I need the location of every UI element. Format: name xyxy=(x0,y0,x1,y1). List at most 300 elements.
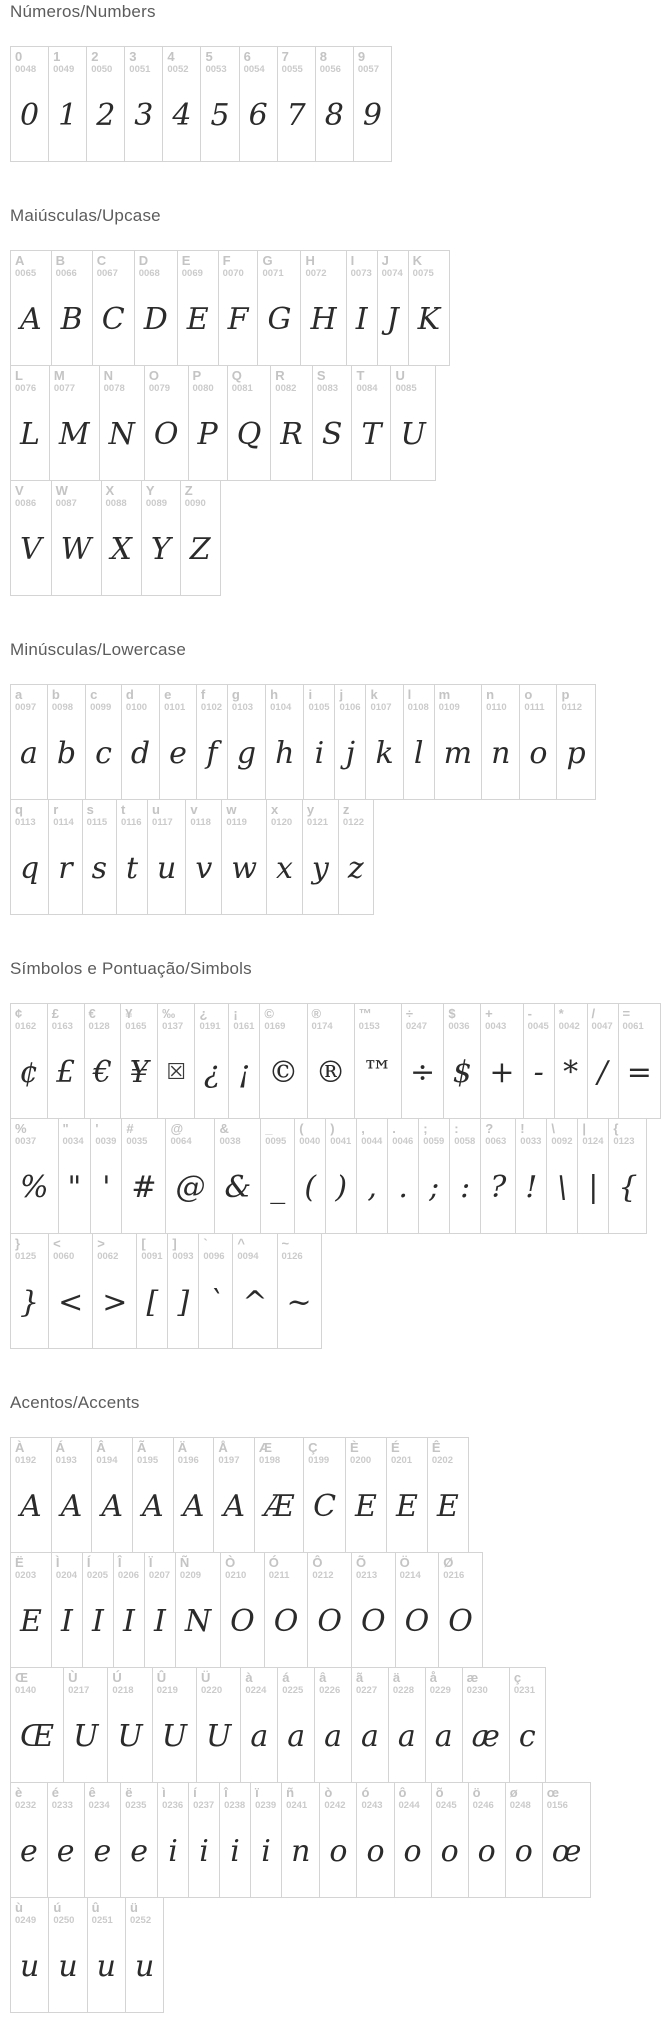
glyph-cell-code: 0218 xyxy=(112,1684,134,1696)
glyph-cell-code: 0072 xyxy=(305,267,327,279)
glyph-cell-code: 0055 xyxy=(281,63,303,75)
glyph-cell-code: 0039 xyxy=(95,1135,117,1147)
glyph-cell-label: 8 xyxy=(319,49,327,64)
glyph-cell xyxy=(351,1667,389,1783)
glyph-cell-label: X xyxy=(105,483,115,498)
glyph-preview: c xyxy=(95,735,112,771)
glyph-cell-label: Ø xyxy=(443,1555,454,1570)
glyph-cell-label: r xyxy=(53,802,59,817)
glyph-preview: u xyxy=(58,1948,78,1984)
glyph-cell-code: 0234 xyxy=(88,1799,110,1811)
glyph-cell-label: u xyxy=(152,802,160,817)
glyph-preview: u xyxy=(20,1948,40,1984)
glyph-cell xyxy=(307,1552,352,1668)
glyph-cell-code: 0045 xyxy=(527,1020,549,1032)
glyph-cell-label: ê xyxy=(88,1785,96,1800)
glyph-cell-code: 0161 xyxy=(233,1020,255,1032)
section-upcase xyxy=(10,206,661,596)
glyph-preview: < xyxy=(58,1284,84,1320)
glyph-cell-code: 0247 xyxy=(405,1020,427,1032)
glyph-cell-code: 0209 xyxy=(179,1569,202,1581)
glyph-cell-label: ú xyxy=(53,1900,62,1915)
glyph-preview: R xyxy=(280,416,303,452)
glyph-cell-code: 0097 xyxy=(15,701,37,713)
glyph-cell-label: t xyxy=(120,802,126,817)
glyph-cell-label: w xyxy=(226,802,237,817)
glyph-cell-code: 0037 xyxy=(15,1135,37,1147)
glyph-preview: O xyxy=(360,1603,386,1639)
glyph-cell xyxy=(91,1437,133,1553)
glyph-preview: j xyxy=(345,735,356,771)
glyph-cell-label: ç xyxy=(513,1670,522,1685)
glyph-cell xyxy=(587,1003,619,1119)
glyph-preview: p xyxy=(566,735,586,771)
glyph-preview: A xyxy=(60,1488,83,1524)
glyph-cell-code: 0248 xyxy=(509,1799,531,1811)
glyph-cell-code: 0102 xyxy=(200,701,223,713)
glyph-cell-code: 0098 xyxy=(51,701,74,713)
glyph-cell xyxy=(408,250,450,366)
glyph-cell xyxy=(175,1552,221,1668)
glyph-cell xyxy=(227,365,272,481)
glyph-cell xyxy=(162,46,201,162)
glyph-cell-label: ¢ xyxy=(15,1006,23,1021)
glyph-cell xyxy=(270,365,313,481)
glyph-cell xyxy=(221,799,267,915)
glyph-cell xyxy=(177,250,219,366)
glyph-cell-label: á xyxy=(282,1670,290,1685)
glyph-cell-code: 0057 xyxy=(357,63,379,75)
glyph-preview: U xyxy=(400,416,426,452)
glyph-cell-label: Û xyxy=(156,1670,167,1685)
glyph-cell-code: 0042 xyxy=(558,1020,580,1032)
glyph-cell-label: | xyxy=(582,1121,586,1136)
glyph-cell-code: 0065 xyxy=(15,267,37,279)
glyph-cell-code: 0081 xyxy=(231,382,253,394)
glyph-cell xyxy=(509,1667,546,1783)
glyph-cell-label: Ü xyxy=(201,1670,211,1685)
glyph-cell-label: Ê xyxy=(431,1440,441,1455)
glyph-cell-label: \ xyxy=(551,1121,555,1136)
glyph-cell xyxy=(302,799,339,915)
glyph-preview: ¢ xyxy=(19,1054,39,1090)
glyph-preview: > xyxy=(102,1284,128,1320)
glyph-cell-code: 0053 xyxy=(205,63,227,75)
glyph-cell-code: 0069 xyxy=(181,267,203,279)
glyph-cell-label: Ï xyxy=(148,1555,153,1570)
glyph-cell xyxy=(167,1233,199,1349)
glyph-cell-label: H xyxy=(305,253,315,268)
glyph-cell xyxy=(250,1782,282,1898)
glyph-cell xyxy=(10,480,52,596)
glyph-preview: b xyxy=(56,735,77,771)
glyph-cell-code: 0249 xyxy=(15,1914,37,1926)
glyph-cell xyxy=(196,1667,241,1783)
glyph-cell-code: 0210 xyxy=(225,1569,247,1581)
glyph-cell-label: â xyxy=(319,1670,327,1685)
glyph-cell-label: ø xyxy=(509,1785,518,1800)
glyph-cell-code: 0050 xyxy=(91,63,113,75)
glyph-cell-code: 0243 xyxy=(361,1799,383,1811)
glyph-cell-code: 0068 xyxy=(138,267,160,279)
glyph-cell-code: 0231 xyxy=(513,1684,535,1696)
glyph-cell-label: f xyxy=(200,687,206,702)
glyph-cell xyxy=(307,1003,355,1119)
glyph-cell-code: 0046 xyxy=(392,1135,414,1147)
glyph-cell-code: 0128 xyxy=(88,1020,110,1032)
section-accents xyxy=(10,1393,661,2013)
glyph-cell-code: 0078 xyxy=(103,382,125,394)
glyph-cell xyxy=(47,1003,85,1119)
glyph-cell-code: 0233 xyxy=(51,1799,73,1811)
glyph-preview: O xyxy=(317,1603,342,1639)
glyph-cell xyxy=(152,1667,197,1783)
glyph-cell-code: 0156 xyxy=(546,1799,568,1811)
glyph-preview: C xyxy=(313,1488,337,1524)
glyph-preview: i xyxy=(261,1833,271,1869)
glyph-preview: ¥ xyxy=(129,1054,149,1090)
glyph-cell-label: s xyxy=(86,802,94,817)
glyph-preview: H xyxy=(310,301,337,337)
glyph-cell-label: 3 xyxy=(129,49,137,64)
section-lowercase xyxy=(10,640,661,915)
glyph-preview: I xyxy=(60,1603,73,1639)
section-title: Números/Numbers xyxy=(10,2,156,21)
glyph-cell-code: 0214 xyxy=(399,1569,421,1581)
glyph-cell xyxy=(390,365,435,481)
font-character-map xyxy=(10,2,661,2013)
glyph-cell xyxy=(351,365,391,481)
glyph-cell-code: 0194 xyxy=(96,1454,118,1466)
glyph-cell xyxy=(47,684,86,800)
glyph-cell-code: 0096 xyxy=(203,1250,225,1262)
glyph-cell-label: ® xyxy=(311,1006,322,1021)
glyph-cell-label: * xyxy=(558,1006,564,1021)
glyph-cell-label: d xyxy=(125,687,134,702)
glyph-cell-label: o xyxy=(524,687,533,702)
glyph-cell-label: & xyxy=(219,1121,229,1136)
glyph-cell-code: 0217 xyxy=(68,1684,90,1696)
glyph-cell-code: 0060 xyxy=(53,1250,75,1262)
glyph-cell xyxy=(259,1003,307,1119)
glyph-cell-label: € xyxy=(88,1006,96,1021)
glyph-cell-label: Î xyxy=(117,1555,122,1570)
glyph-cell-label: x xyxy=(271,802,279,817)
glyph-cell-label: Ö xyxy=(399,1555,410,1570)
glyph-cell xyxy=(556,684,595,800)
glyph-cell-label: p xyxy=(561,687,570,702)
glyph-cell xyxy=(388,1667,426,1783)
glyph-preview: g xyxy=(236,735,257,771)
glyph-cell-label: ; xyxy=(423,1121,428,1136)
glyph-cell xyxy=(394,1782,432,1898)
glyph-cell-label: S xyxy=(316,368,326,383)
glyph-cell-code: 0070 xyxy=(222,267,244,279)
glyph-cell-code: 0203 xyxy=(15,1569,37,1581)
glyph-preview: * xyxy=(563,1054,579,1090)
glyph-cell-label: > xyxy=(97,1236,105,1251)
glyph-cell xyxy=(523,1003,555,1119)
glyph-cell-code: 0235 xyxy=(125,1799,147,1811)
glyph-preview: Q xyxy=(236,416,262,452)
glyph-preview: B xyxy=(60,301,83,337)
glyph-cell-code: 0220 xyxy=(201,1684,223,1696)
glyph-preview: I xyxy=(355,301,368,337)
glyph-cell xyxy=(147,799,186,915)
glyph-cell-code: 0080 xyxy=(192,382,214,394)
glyph-cell xyxy=(10,250,52,366)
glyph-preview: A xyxy=(20,301,42,337)
glyph-cell-code: 0043 xyxy=(485,1020,507,1032)
glyph-cell xyxy=(86,46,125,162)
glyph-preview: E xyxy=(20,1603,42,1639)
glyph-cell xyxy=(51,1437,93,1553)
glyph-preview: i xyxy=(314,735,325,771)
glyph-cell xyxy=(10,365,50,481)
missing-glyph-preview: ☒ xyxy=(166,1059,187,1085)
glyph-cell xyxy=(218,250,259,366)
glyph-preview: 0 xyxy=(20,97,40,133)
glyph-cell-code: 0087 xyxy=(55,497,77,509)
glyph-cell xyxy=(345,1437,387,1553)
glyph-row xyxy=(10,1552,661,1668)
glyph-cell-label: M xyxy=(53,368,65,383)
glyph-preview: ? xyxy=(490,1169,507,1205)
glyph-cell-label: U xyxy=(395,368,405,383)
glyph-cell-label: ô xyxy=(398,1785,407,1800)
glyph-cell-label: ] xyxy=(172,1236,177,1251)
glyph-cell-label: O xyxy=(148,368,160,383)
glyph-cell xyxy=(468,1782,506,1898)
glyph-cell-label: É xyxy=(390,1440,400,1455)
section-symbols xyxy=(10,959,661,1349)
glyph-cell xyxy=(92,250,135,366)
glyph-cell xyxy=(254,1437,304,1553)
glyph-cell xyxy=(84,1003,122,1119)
glyph-cell-label: h xyxy=(270,687,279,702)
glyph-cell-label: ù xyxy=(15,1900,23,1915)
glyph-cell-code: 0107 xyxy=(370,701,392,713)
glyph-cell-label: ) xyxy=(330,1121,335,1136)
glyph-cell-label: V xyxy=(15,483,24,498)
glyph-preview: o xyxy=(366,1833,385,1869)
glyph-cell-code: 0086 xyxy=(15,497,37,509)
glyph-row xyxy=(10,1437,661,1553)
glyph-cell xyxy=(144,365,189,481)
glyph-cell-code: 0112 xyxy=(561,701,583,713)
glyph-cell-label: Ô xyxy=(312,1555,323,1570)
glyph-cell xyxy=(157,1782,189,1898)
glyph-preview: % xyxy=(20,1169,49,1205)
glyph-cell-label: W xyxy=(55,483,68,498)
glyph-cell xyxy=(200,46,239,162)
glyph-cell-label: ö xyxy=(472,1785,481,1800)
glyph-cell-code: 0246 xyxy=(472,1799,494,1811)
glyph-cell-label: R xyxy=(275,368,285,383)
glyph-cell-label: ï xyxy=(255,1785,259,1800)
glyph-cell xyxy=(165,1118,215,1234)
glyph-preview: ; xyxy=(429,1169,440,1205)
section-title: Símbolos e Pontuação/Simbols xyxy=(10,959,252,978)
glyph-cell-label: K xyxy=(412,253,423,268)
glyph-cell xyxy=(481,684,520,800)
glyph-preview: f xyxy=(206,735,218,771)
glyph-cell-code: 0100 xyxy=(125,701,148,713)
glyph-cell-code: 0059 xyxy=(423,1135,445,1147)
glyph-cell-label: D xyxy=(138,253,149,268)
glyph-preview: N xyxy=(108,416,135,452)
glyph-cell-code: 0071 xyxy=(262,267,284,279)
glyph-cell-code: 0126 xyxy=(281,1250,303,1262)
glyph-cell xyxy=(198,1233,233,1349)
glyph-cell-label: c xyxy=(90,687,98,702)
glyph-cell-code: 0251 xyxy=(91,1914,113,1926)
glyph-cell xyxy=(144,1552,176,1668)
glyph-preview: U xyxy=(117,1718,143,1754)
glyph-cell xyxy=(277,1667,315,1783)
glyph-cell xyxy=(49,365,100,481)
glyph-cell xyxy=(351,1552,396,1668)
glyph-cell-label: Õ xyxy=(355,1555,367,1570)
glyph-cell-code: 0116 xyxy=(120,816,142,828)
glyph-cell-code: 0093 xyxy=(172,1250,194,1262)
glyph-cell-code: 0109 xyxy=(438,701,460,713)
glyph-cell-label: G xyxy=(262,253,273,268)
glyph-preview: O xyxy=(448,1603,473,1639)
glyph-cell xyxy=(99,365,145,481)
glyph-cell xyxy=(353,46,392,162)
glyph-preview: a xyxy=(20,735,38,771)
glyph-cell xyxy=(515,1118,547,1234)
glyph-cell xyxy=(159,684,197,800)
glyph-cell-code: 0035 xyxy=(126,1135,148,1147)
glyph-cell xyxy=(438,1552,483,1668)
glyph-cell-code: 0250 xyxy=(53,1914,75,1926)
glyph-cell-label: à xyxy=(245,1670,253,1685)
glyph-cell xyxy=(281,1782,320,1898)
glyph-cell-label: $ xyxy=(448,1006,456,1021)
glyph-cell xyxy=(196,684,228,800)
glyph-preview: - xyxy=(533,1054,544,1090)
glyph-cell-code: 0085 xyxy=(395,382,417,394)
glyph-preview: A xyxy=(223,1488,246,1524)
glyph-cell xyxy=(120,1782,158,1898)
glyph-cell xyxy=(443,1003,481,1119)
glyph-cell xyxy=(10,1667,64,1783)
glyph-preview: F xyxy=(227,301,249,337)
glyph-cell-label: I xyxy=(350,253,355,268)
glyph-cell-code: 0207 xyxy=(148,1569,171,1581)
glyph-preview: o xyxy=(477,1833,496,1869)
glyph-cell-code: 0052 xyxy=(167,63,189,75)
glyph-cell-label: % xyxy=(15,1121,27,1136)
glyph-cell-code: 0058 xyxy=(454,1135,476,1147)
glyph-cell-label: . xyxy=(392,1121,396,1136)
glyph-cell-label: ¡ xyxy=(233,1006,238,1021)
glyph-cell xyxy=(213,1437,255,1553)
glyph-preview: @ xyxy=(175,1169,206,1205)
glyph-cell-label: , xyxy=(361,1121,365,1136)
glyph-cell-code: 0083 xyxy=(316,382,339,394)
glyph-cell-code: 0066 xyxy=(55,267,77,279)
glyph-cell xyxy=(157,1003,195,1119)
glyph-cell-code: 0199 xyxy=(308,1454,330,1466)
glyph-cell-code: 0047 xyxy=(591,1020,613,1032)
glyph-cell xyxy=(51,250,93,366)
glyph-preview: ® xyxy=(315,1054,346,1090)
glyph-cell-label: Ä xyxy=(177,1440,188,1455)
glyph-cell xyxy=(462,1667,510,1783)
glyph-cell xyxy=(219,1782,251,1898)
glyph-preview: 9 xyxy=(362,97,382,133)
glyph-cell-code: 0202 xyxy=(431,1454,453,1466)
glyph-cell-code: 0163 xyxy=(51,1020,73,1032)
glyph-cell xyxy=(314,1667,352,1783)
glyph-cell-code: 0241 xyxy=(286,1799,308,1811)
glyph-cell xyxy=(618,1003,661,1119)
glyph-cell-code: 0113 xyxy=(15,816,36,828)
glyph-cell-code: 0106 xyxy=(339,701,361,713)
glyph-cell xyxy=(10,1437,52,1553)
glyph-preview: M xyxy=(58,416,90,452)
glyph-cell-code: 0244 xyxy=(398,1799,420,1811)
glyph-cell xyxy=(325,1118,357,1234)
glyph-cell-label: ì xyxy=(162,1785,166,1800)
glyph-cell-label: ( xyxy=(299,1121,304,1136)
glyph-cell-label: [ xyxy=(141,1236,146,1251)
glyph-cell xyxy=(480,1003,524,1119)
glyph-preview: £ xyxy=(56,1054,76,1090)
glyph-cell-label: F xyxy=(222,253,231,268)
glyph-row xyxy=(10,799,661,915)
glyph-cell-label: E xyxy=(181,253,191,268)
glyph-cell-label: Ó xyxy=(268,1555,279,1570)
glyph-row xyxy=(10,1782,661,1898)
glyph-preview: 8 xyxy=(324,97,344,133)
glyph-cell xyxy=(546,1118,578,1234)
glyph-preview: z xyxy=(347,850,364,886)
glyph-cell xyxy=(82,799,117,915)
glyph-cell-label: 7 xyxy=(281,49,289,64)
glyph-cell-code: 0140 xyxy=(15,1684,37,1696)
glyph-cell-code: 0123 xyxy=(613,1135,635,1147)
glyph-cell-code: 0125 xyxy=(15,1250,37,1262)
glyph-cell-label: Æ xyxy=(259,1440,273,1455)
glyph-cell-label: ~ xyxy=(281,1236,290,1251)
glyph-cell xyxy=(10,1118,59,1234)
glyph-preview: $ xyxy=(452,1054,472,1090)
glyph-cell-label: A xyxy=(15,253,25,268)
glyph-cell-label: + xyxy=(485,1006,493,1021)
glyph-cell-code: 0101 xyxy=(164,701,186,713)
glyph-cell xyxy=(125,1897,164,2013)
glyph-cell xyxy=(124,46,163,162)
glyph-cell xyxy=(232,1233,277,1349)
glyph-row xyxy=(10,250,661,366)
glyph-preview: A xyxy=(182,1488,205,1524)
glyph-cell xyxy=(116,799,148,915)
glyph-cell-code: 0242 xyxy=(324,1799,346,1811)
glyph-cell xyxy=(87,1897,126,2013)
glyph-preview: y xyxy=(311,850,329,886)
glyph-preview: D xyxy=(143,301,168,337)
glyph-preview: € xyxy=(92,1054,112,1090)
glyph-preview: A xyxy=(142,1488,164,1524)
glyph-cell-label: # xyxy=(126,1121,134,1136)
glyph-preview: o xyxy=(529,735,548,771)
glyph-cell-label: " xyxy=(62,1121,69,1136)
glyph-cell xyxy=(47,1782,85,1898)
